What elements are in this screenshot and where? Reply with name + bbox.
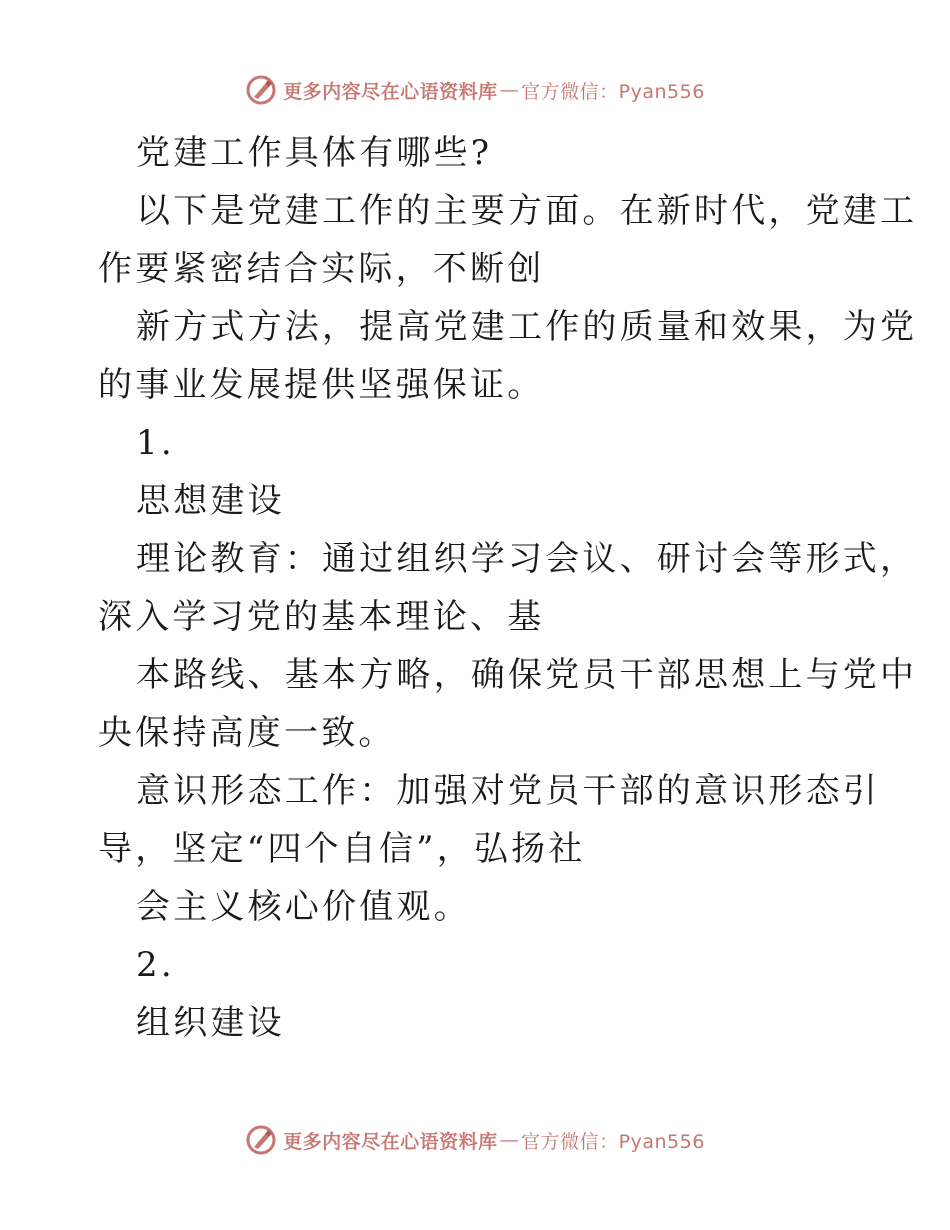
document-line: 党建工作具体有哪些? xyxy=(136,133,493,173)
document-body xyxy=(98,124,918,1052)
document-line: 理论教育：通过组织学习会议、研讨会等形式， xyxy=(136,539,918,579)
document-line: 作要紧密结合实际，不断创 xyxy=(98,249,545,289)
watermark-dash: — xyxy=(499,79,520,101)
document-line: 2. xyxy=(136,945,175,985)
pen-logo-icon xyxy=(245,1124,277,1156)
watermark-wechat-text: 官方微信：Pyan556 xyxy=(521,80,705,103)
document-line: 本路线、基本方略，确保党员干部思想上与党中 xyxy=(136,655,918,695)
document-line: 1. xyxy=(136,423,175,463)
watermark-main-text: 更多内容尽在心语资料库 xyxy=(283,1130,498,1153)
document-line: 思想建设 xyxy=(136,481,285,521)
watermark-main-text: 更多内容尽在心语资料库 xyxy=(283,80,498,103)
watermark-wechat-text: 官方微信：Pyan556 xyxy=(521,1130,705,1153)
document-line: 深入学习党的基本理论、基 xyxy=(98,597,545,637)
document-line: 的事业发展提供坚强保证。 xyxy=(98,365,545,405)
document-line: 组织建设 xyxy=(136,1003,285,1043)
watermark-dash: — xyxy=(499,1129,520,1151)
header-watermark xyxy=(0,72,950,108)
document-line: 会主义核心价值观。 xyxy=(136,887,471,927)
footer-watermark xyxy=(0,1122,950,1158)
document-line: 导，坚定“四个自信”，弘扬社 xyxy=(98,829,586,869)
document-line: 央保持高度一致。 xyxy=(98,713,396,753)
pen-logo-icon xyxy=(245,74,277,106)
document-line: 意识形态工作：加强对党员干部的意识形态引 xyxy=(136,771,880,811)
document-line: 以下是党建工作的主要方面。在新时代，党建工 xyxy=(136,191,918,231)
document-line: 新方式方法，提高党建工作的质量和效果，为党 xyxy=(136,307,918,347)
